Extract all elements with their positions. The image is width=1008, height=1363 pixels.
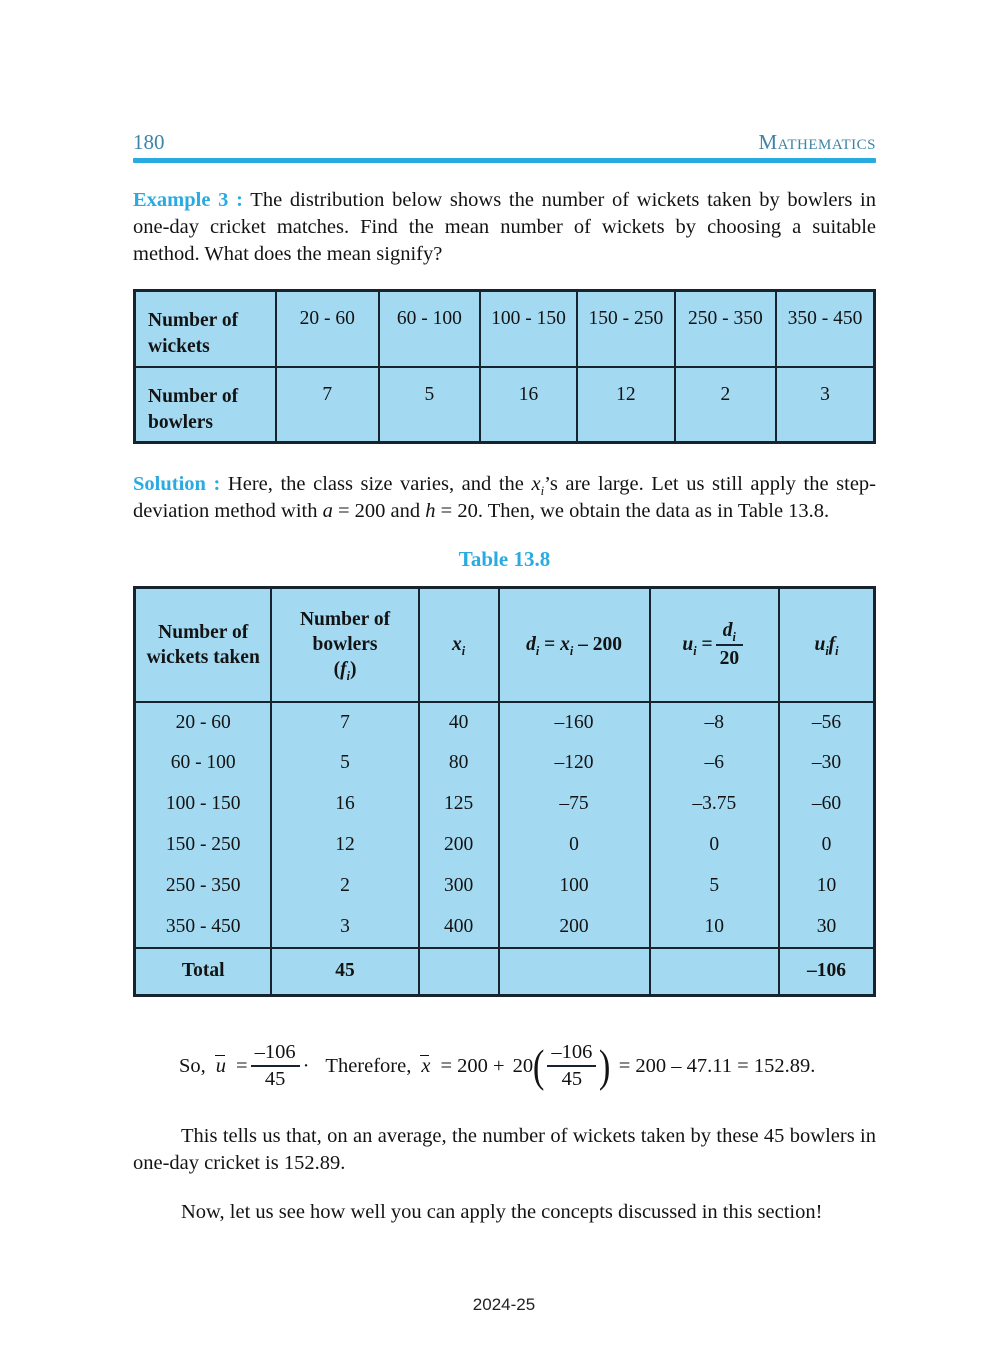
fraction-106-45: $\frac{-106}{45}$ (547, 1041, 596, 1091)
fraction-di-20: $\frac{d_i}{20}$ (716, 619, 744, 671)
cell: 80 (419, 743, 499, 784)
data-row (135, 743, 875, 784)
var-u: u (682, 634, 694, 656)
example-text: The distribution below shows the number of wickets taken by bowlers in one-day cricket matches. Find the mean number of wickets by choosing a suitable method. What does the mean signify? (133, 189, 876, 265)
header-xi: $x_i$ (419, 588, 499, 702)
header-wickets-taken: Number of wickets taken (135, 588, 272, 702)
solution-text: = 20. Then, we obtain the data as in Table 13.8. (435, 500, 830, 522)
table-row (135, 367, 875, 443)
cell: 10 (650, 907, 780, 948)
var-f: f (828, 634, 836, 656)
open-paren: ( (533, 1040, 545, 1091)
total-label: Total (135, 948, 272, 996)
cell: 5 (650, 866, 780, 907)
formula-result: = 200 – 47.11 = 152.89. (618, 1054, 816, 1077)
class-interval: 60 - 100 (379, 291, 480, 367)
header-ui-formula: $u_i$ = $\frac{d_i}{20}$ (650, 588, 780, 702)
bowler-count: 5 (379, 367, 480, 443)
x-bar: x (421, 1054, 431, 1077)
var-d: d (526, 634, 536, 656)
book-title: Mathematics (758, 130, 876, 154)
cell: –75 (499, 784, 650, 825)
mean-formula (133, 1041, 876, 1091)
cell: –120 (499, 743, 650, 784)
table-13-8-wrapper (133, 586, 876, 997)
data-row (135, 866, 875, 907)
header-rule (133, 158, 876, 163)
cell: 125 (419, 784, 499, 825)
cell: 250 - 350 (135, 866, 272, 907)
equals-sign: = (236, 1054, 248, 1077)
class-interval: 250 - 350 (675, 291, 776, 367)
transition-paragraph: Now, let us see how well you can apply the concepts discussed in this section! (181, 1201, 823, 1223)
cell: 150 - 250 (135, 825, 272, 866)
total-row (135, 948, 875, 996)
example-paragraph (133, 187, 876, 268)
total-empty (650, 948, 780, 996)
bowler-count: 2 (675, 367, 776, 443)
cell: 200 (419, 825, 499, 866)
cell: –30 (779, 743, 875, 784)
bowler-count: 7 (276, 367, 379, 443)
cell: 30 (779, 907, 875, 948)
cell: 350 - 450 (135, 907, 272, 948)
table-13-8 (133, 586, 876, 997)
solution-paragraph (133, 471, 876, 525)
cell: –160 (499, 702, 650, 743)
total-empty (419, 948, 499, 996)
cell: 100 (499, 866, 650, 907)
var-f: f (340, 659, 347, 681)
cell: 400 (419, 907, 499, 948)
cell: 2 (271, 866, 418, 907)
data-row (135, 825, 875, 866)
cell: 5 (271, 743, 418, 784)
data-row (135, 702, 875, 743)
total-fi: 45 (271, 948, 418, 996)
cell: –60 (779, 784, 875, 825)
cell: 3 (271, 907, 418, 948)
row-header-wickets: Number of wickets (135, 291, 276, 367)
header-uifi: $u_if_i$ (779, 588, 875, 702)
cell: 12 (271, 825, 418, 866)
class-interval: 350 - 450 (776, 291, 874, 367)
var-a: a (322, 500, 333, 522)
table-13-8-title: Table 13.8 (458, 547, 551, 571)
var-u: u (814, 634, 826, 656)
data-row (135, 907, 875, 948)
total-empty (499, 948, 650, 996)
formula-text: = 200 + (440, 1054, 505, 1077)
distribution-table (133, 289, 876, 444)
bowler-count: 12 (577, 367, 675, 443)
class-interval: 20 - 60 (276, 291, 379, 367)
cell: 60 - 100 (135, 743, 272, 784)
cell: 0 (499, 825, 650, 866)
cell: 100 - 150 (135, 784, 272, 825)
cell: –8 (650, 702, 780, 743)
cell: 200 (499, 907, 650, 948)
bowler-count: 3 (776, 367, 874, 443)
header-di-formula: $d_i = x_i - 200$ (499, 588, 650, 702)
cell: 16 (271, 784, 418, 825)
solution-text: = 200 and (332, 500, 426, 522)
close-paren: ) (599, 1040, 611, 1091)
header-bowlers-fi: Number of bowlers $(f_i)$ (271, 588, 418, 702)
table-row (135, 291, 875, 367)
var-x: x (531, 473, 541, 495)
cell: 10 (779, 866, 875, 907)
cell: –56 (779, 702, 875, 743)
edition-footer: 2024-25 (472, 1295, 536, 1314)
cell: –6 (650, 743, 780, 784)
cell: –3.75 (650, 784, 780, 825)
cell: 300 (419, 866, 499, 907)
example-label: Example 3 : (133, 189, 243, 211)
cell: 0 (650, 825, 780, 866)
cell: 0 (779, 825, 875, 866)
running-header (133, 130, 876, 155)
row-header-bowlers: Number of bowlers (135, 367, 276, 443)
coefficient-20: 20 (512, 1054, 534, 1077)
solution-text: ’s are large. Let us still apply the step-deviation method with (133, 473, 876, 522)
total-uifi: –106 (779, 948, 875, 996)
bowler-count: 16 (480, 367, 577, 443)
solution-label: Solution : (133, 473, 221, 495)
class-interval: 100 - 150 (480, 291, 577, 367)
data-row (135, 784, 875, 825)
distribution-table-wrapper (133, 289, 876, 444)
var-x: x (560, 634, 570, 656)
cell: 20 - 60 (135, 702, 272, 743)
page-number: 180 (133, 130, 165, 154)
fraction-106-45: $\frac{-106}{45}$ (251, 1041, 300, 1091)
formula-text: So, (179, 1054, 206, 1077)
u-bar: u (215, 1054, 227, 1077)
formula-text: Therefore, (325, 1054, 412, 1077)
var-x: x (452, 634, 462, 656)
class-interval: 150 - 250 (577, 291, 675, 367)
cell: 40 (419, 702, 499, 743)
var-h: h (425, 500, 436, 522)
conclusion-paragraph: This tells us that, on an average, the number of wickets taken by these 45 bowlers in one-day cricket is 152.89. (133, 1125, 876, 1174)
sub-i: i (540, 484, 545, 499)
cell: 7 (271, 702, 418, 743)
solution-text: Here, the class size varies, and the (220, 473, 532, 495)
table-header-row (135, 588, 875, 702)
middle-dot: · (302, 1054, 310, 1077)
